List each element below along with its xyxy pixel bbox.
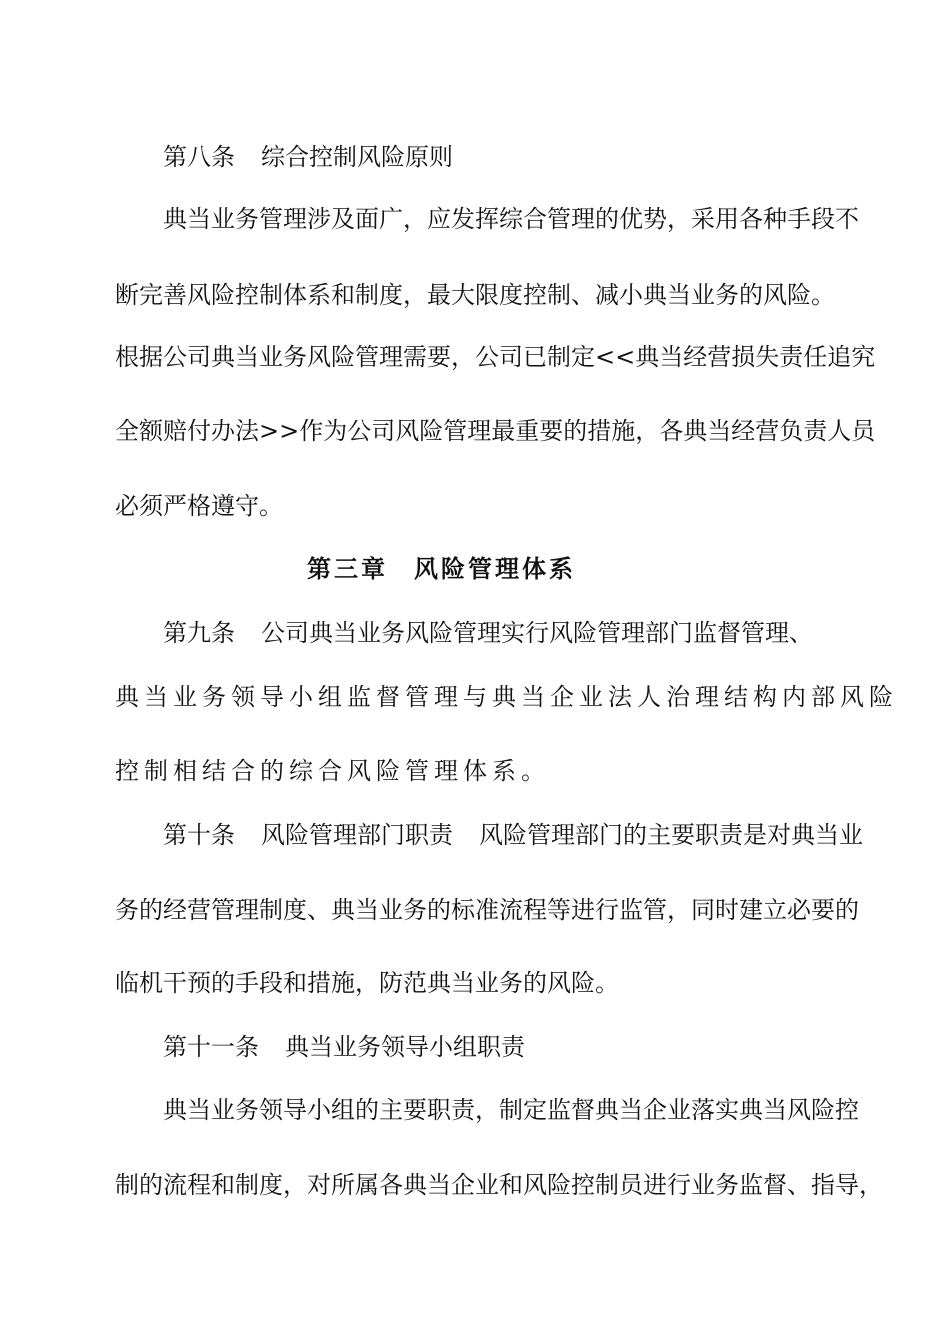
article8-number: 第八条 — [163, 143, 235, 171]
article9-number: 第九条 — [163, 619, 235, 647]
article8-heading — [163, 141, 453, 173]
article10-number: 第十条 — [163, 821, 235, 849]
article8-title: 综合控制风险原则 — [261, 143, 453, 171]
article11-heading — [163, 1031, 525, 1063]
article10-line2: 务的经营管理制度、典当业务的标准流程等进行监管，同时建立必要的 — [115, 896, 859, 924]
article8-para1-line2: 断完善风险控制体系和制度，最大限度控制、减小典当业务的风险。 — [115, 281, 835, 309]
article8-para1-line1: 典当业务管理涉及面广，应发挥综合管理的优势，采用各种手段不 — [163, 205, 859, 233]
article10-line3: 临机干预的手段和措施，防范典当业务的风险。 — [115, 969, 619, 997]
article8-para2-line3: 必须严格遵守。 — [115, 492, 283, 520]
article8-para2-line2: 全额赔付办法>>作为公司风险管理最重要的措施，各典当经营负责人员 — [115, 417, 876, 445]
article9-line1 — [163, 617, 813, 649]
article8-para2-line1: 根据公司典当业务风险管理需要，公司已制定<<典当经营损失责任追究 — [115, 343, 876, 371]
chapter-number: 第三章 — [307, 555, 388, 583]
article11-number: 第十一条 — [163, 1033, 259, 1061]
article11-line2: 制的流程和制度，对所属各典当企业和风险控制员进行业务监督、指导， — [115, 1171, 883, 1199]
article11-title: 典当业务领导小组职责 — [285, 1033, 525, 1061]
article10-title: 风险管理部门职责 — [261, 821, 453, 849]
chapter-title: 风险管理体系 — [414, 555, 576, 583]
chapter-heading — [307, 553, 576, 585]
article10-line1 — [163, 819, 863, 851]
article10-text: 风险管理部门的主要职责是对典当业 — [479, 821, 863, 849]
article9-text: 公司典当业务风险管理实行风险管理部门监督管理、 — [261, 619, 813, 647]
article11-line1: 典当业务领导小组的主要职责，制定监督典当企业落实典当风险控 — [163, 1096, 859, 1124]
article9-line3: 控制相结合的综合风险管理体系。 — [115, 757, 550, 785]
article9-line2: 典当业务领导小组监督管理与典当企业法人治理结构内部风险 — [115, 683, 898, 711]
